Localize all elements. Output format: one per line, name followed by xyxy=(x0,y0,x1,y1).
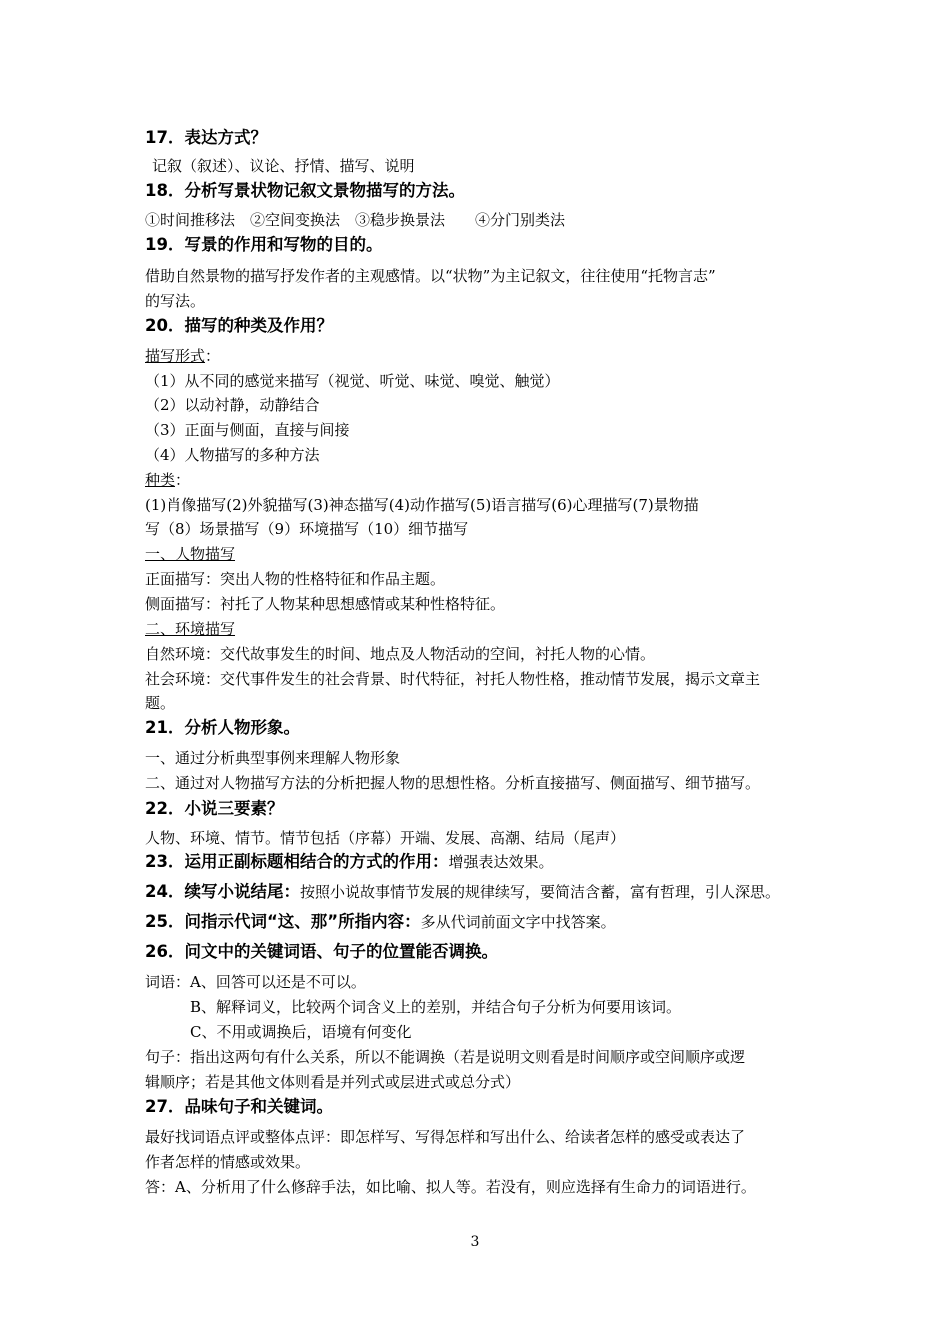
text-21-line-2: 二、通过对人物描写方法的分析把握人物的思想性格。分析直接描写、侧面描写、细节描写。 xyxy=(145,774,761,792)
natural-environment: 自然环境：交代故事发生的时间、地点及人物活动的空间，衬托人物的心情。 xyxy=(145,645,656,663)
text-19-body-2: 的写法。 xyxy=(145,292,206,310)
text-22-body: 人物、环境、情节。情节包括（序幕）开端、发展、高潮、结局（尾声） xyxy=(145,829,626,847)
sentence-line-1: 句子：指出这两句有什么关系，所以不能调换（若是说明文则看是时间顺序或空间顺序或逻 xyxy=(145,1048,746,1066)
types-label: 种类 xyxy=(145,471,176,489)
line-24 xyxy=(145,882,780,902)
words-item-a: 词语：A、回答可以还是不可以。 xyxy=(145,973,366,991)
form-item-3: （3）正面与侧面，直接与间接 xyxy=(145,421,350,439)
environment-description-label: 二、环境描写 xyxy=(145,620,236,638)
heading-19: 19．写景的作用和写物的目的。 xyxy=(145,235,383,254)
text-17-body: 记叙（叙述）、议论、抒情、描写、说明 xyxy=(152,157,415,175)
text-25-body: 多从代词前面文字中找答案。 xyxy=(420,913,616,931)
forms-label: 描写形式 xyxy=(145,347,206,365)
types-label-line xyxy=(145,470,190,490)
words-item-b: B、解释词义，比较两个词含义上的差别，并结合句子分析为何要用该词。 xyxy=(190,998,682,1016)
person-side-description: 侧面描写：衬托了人物某种思想感情或某种性格特征。 xyxy=(145,595,506,613)
text-18-body: ①时间推移法 ②空间变换法 ③稳步换景法 ④分门别类法 xyxy=(145,211,566,229)
forms-label-line xyxy=(145,346,220,366)
heading-25: 25．问指示代词“这、那”所指内容： xyxy=(145,912,421,931)
form-item-1: （1）从不同的感觉来描写（视觉、听觉、味觉、嗅觉、触觉） xyxy=(145,372,560,390)
sentence-line-2: 辑顺序；若是其他文体则看是并列式或层进式或总分式） xyxy=(145,1073,521,1091)
text-23-body: 增强表达效果。 xyxy=(448,853,554,871)
heading-27: 27．品味句子和关键词。 xyxy=(145,1097,333,1116)
words-item-c: C、不用或调换后，语境有何变化 xyxy=(190,1023,412,1041)
heading-18: 18．分析写景状物记叙文景物描写的方法。 xyxy=(145,181,465,200)
heading-17: 17．表达方式？ xyxy=(145,128,267,147)
heading-24: 24．续写小说结尾： xyxy=(145,882,300,901)
heading-20: 20．描写的种类及作用？ xyxy=(145,316,333,335)
text-27-line-3: 答：A、分析用了什么修辞手法，如比喻、拟人等。若没有，则应选择有生命力的词语进行。 xyxy=(145,1178,756,1196)
text-19-body-1: 借助自然景物的描写抒发作者的主观感情。以“状物”为主记叙文，往往使用“托物言志” xyxy=(145,267,716,285)
heading-21: 21．分析人物形象。 xyxy=(145,718,300,737)
types-colon: ： xyxy=(175,471,191,489)
types-line-2: 写（8）场景描写（9）环境描写（10）细节描写 xyxy=(145,520,469,538)
page-number: 3 xyxy=(470,1234,480,1250)
text-24-body: 按照小说故事情节发展的规律续写，要简洁含蓄，富有哲理，引人深思。 xyxy=(299,883,780,901)
social-environment-2: 题。 xyxy=(145,694,176,712)
person-front-description: 正面描写：突出人物的性格特征和作品主题。 xyxy=(145,570,446,588)
text-27-line-1: 最好找词语点评或整体点评：即怎样写、写得怎样和写出什么、给读者怎样的感受或表达了 xyxy=(145,1128,746,1146)
text-21-line-1: 一、通过分析典型事例来理解人物形象 xyxy=(145,749,401,767)
text-27-line-2: 作者怎样的情感或效果。 xyxy=(145,1153,311,1171)
types-line-1: (1)肖像描写(2)外貌描写(3)神态描写(4)动作描写(5)语言描写(6)心理描写(7)景物描 xyxy=(145,496,699,514)
heading-23: 23．运用正副标题相结合的方式的作用： xyxy=(145,852,449,871)
social-environment-1: 社会环境：交代事件发生的社会背景、时代特征，衬托人物性格，推动情节发展，揭示文章主 xyxy=(145,670,761,688)
form-item-2: （2）以动衬静，动静结合 xyxy=(145,396,320,414)
forms-colon: ： xyxy=(205,347,221,365)
form-item-4: （4）人物描写的多种方法 xyxy=(145,446,320,464)
heading-26: 26．问文中的关键词语、句子的位置能否调换。 xyxy=(145,942,498,961)
line-23 xyxy=(145,852,553,872)
heading-22: 22．小说三要素？ xyxy=(145,799,284,818)
person-description-label: 一、人物描写 xyxy=(145,545,236,563)
line-25 xyxy=(145,912,616,932)
